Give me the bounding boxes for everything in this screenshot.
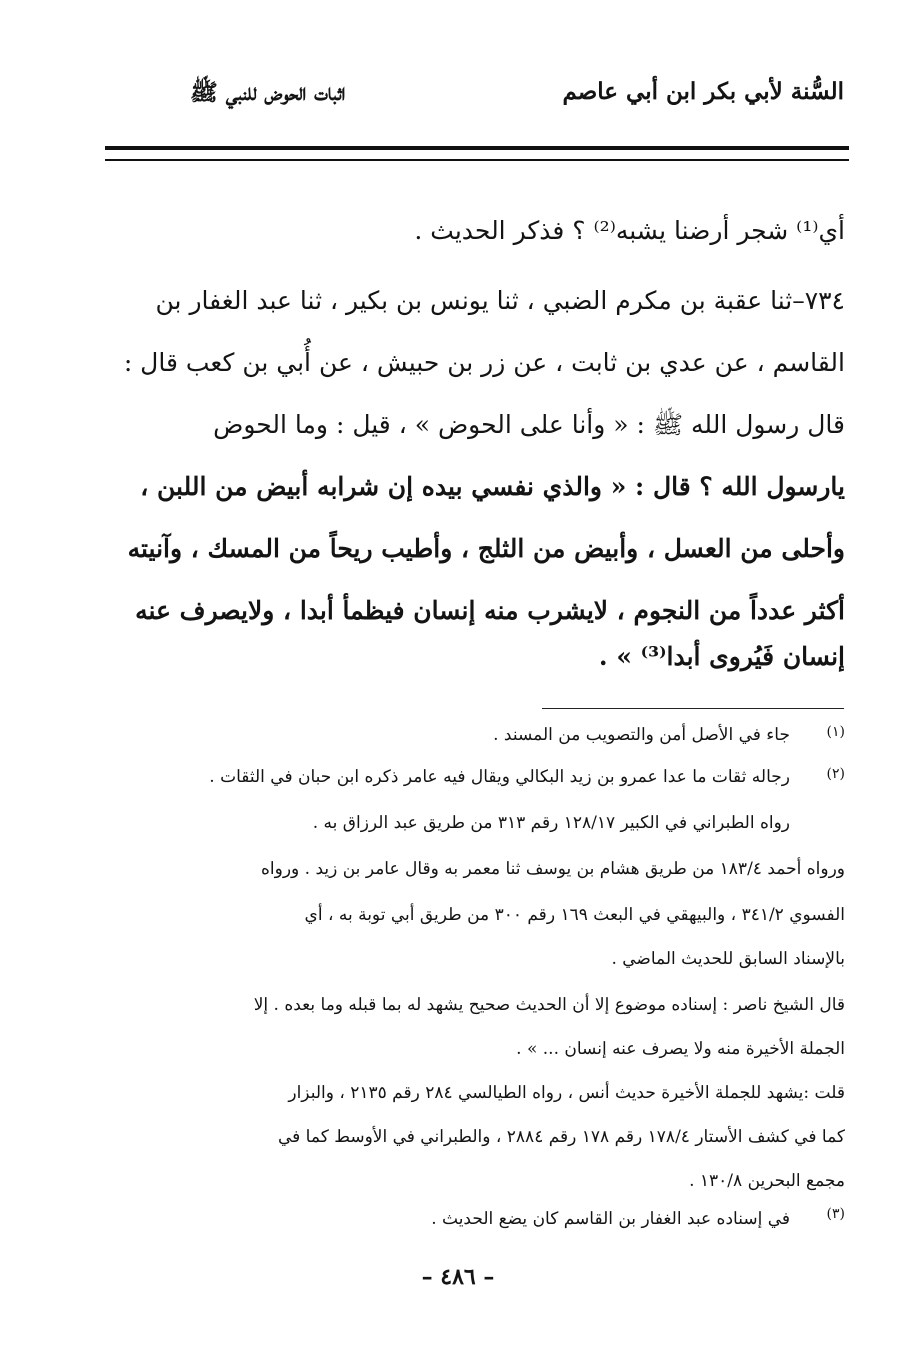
header-rule-thin [105, 159, 849, 161]
header-rule-thick [105, 146, 849, 150]
hadith-734-line: ٧٣٤–ثنا عقبة بن مكرم الضبي ، ثنا يونس بن بكير ، ثنا عبد الغفار بن [155, 286, 845, 315]
text-line: القاسم ، عن عدي بن ثابت ، عن زر بن حبيش ، عن أُبي بن كعب قال : [123, 348, 845, 377]
footnote-line: قلت :يشهد للجملة الأخيرة حديث أنس ، رواه الطيالسي ٢٨٤ رقم ٢١٣٥ ، والبزار [288, 1083, 845, 1103]
hadith-matn-line: أكثر عدداً من النجوم ، لايشرب منه إنسان فيظمأ أبدا ، ولايصرف عنه [135, 596, 845, 625]
hadith-matn-line: وأحلى من العسل ، وأبيض من الثلج ، وأطيب ريحاً من المسك ، وآنيته [127, 534, 845, 563]
text-line: قال رسول الله ﷺ : « وأنا على الحوض » ، قيل : وما الحوض [213, 410, 845, 439]
hadith-matn-line: إنسان فَيُروى أبدا⁽³⁾ » . [598, 642, 845, 671]
footnote-line: الجملة الأخيرة منه ولا يصرف عنه إنسان ... » . [516, 1039, 845, 1059]
footnote-line: بالإسناد السابق للحديث الماضي . [611, 949, 845, 969]
footnote-line: قال الشيخ ناصر : إسناده موضوع إلا أن الحديث صحيح يشهد له بما قبله وما بعده . إلا [253, 995, 845, 1015]
footnote-line: رجاله ثقات ما عدا عمرو بن زيد البكالي ويقال فيه عامر ذكره ابن حبان في الثقات . [209, 767, 790, 787]
footnote-line: مجمع البحرين ١٣٠/٨ . [689, 1171, 845, 1191]
footnote-line: ورواه أحمد ١٨٣/٤ من طريق هشام بن يوسف ثنا معمر به وقال عامر بن زيد . ورواه [261, 859, 845, 879]
page-number: – ٤٨٦ – [421, 1264, 495, 1290]
hadith-matn-line: يارسول الله ؟ قال : « والذي نفسي بيده إن شرابه أبيض من اللبن ، [140, 472, 845, 501]
running-header-chapter-title: اثبات الحوض للنبي ﷺ [190, 79, 346, 106]
footnote-line: الفسوي ٣٤١/٢ ، والبيهقي في البعث ١٦٩ رقم ٣٠٠ من طريق أبي توبة به ، أي [304, 905, 845, 925]
footnote-number: (١) [826, 724, 845, 740]
footnote-line: في إسناده عبد الغفار بن القاسم كان يضع الحديث . [431, 1209, 790, 1229]
footnote-number: (٢) [826, 766, 845, 782]
footnote-number: (٣) [826, 1206, 845, 1222]
text-line: أي⁽¹⁾ شجر أرضنا يشبه⁽²⁾ ؟ فذكر الحديث . [414, 216, 845, 245]
footnote-line: رواه الطبراني في الكبير ١٢٨/١٧ رقم ٣١٣ من طريق عبد الرزاق به . [312, 813, 790, 833]
footnote-separator [542, 708, 844, 709]
footnote-line: كما في كشف الأستار ١٧٨/٤ رقم ١٧٨ رقم ٢٨٨٤ ، والطبراني في الأوسط كما في [277, 1127, 845, 1147]
running-header-book-title: السُّنة لأبي بكر ابن أبي عاصم [562, 78, 844, 105]
footnote-line: جاء في الأصل أمن والتصويب من المسند . [493, 725, 790, 745]
